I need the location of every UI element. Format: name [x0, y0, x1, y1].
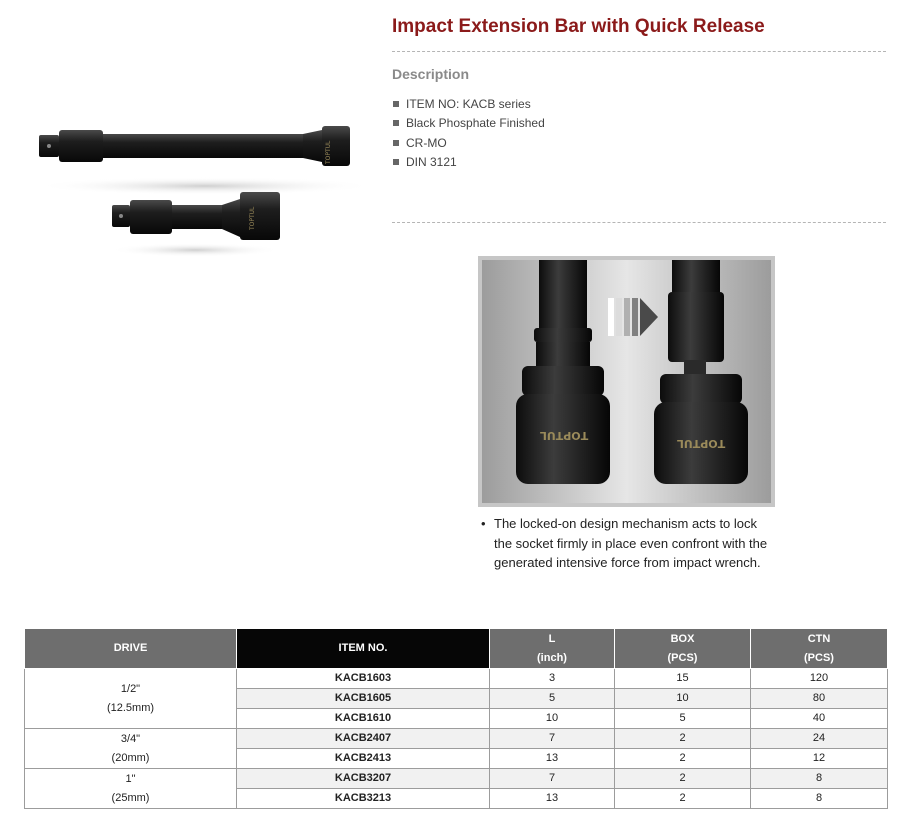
drive-cell: 3/4" (20mm) — [25, 729, 237, 769]
square-bullet-icon — [393, 159, 399, 165]
ctn-cell: 8 — [751, 769, 888, 789]
square-bullet-icon — [393, 101, 399, 107]
length-cell: 13 — [490, 789, 615, 809]
feature-caption: • The locked-on design mechanism acts to lock the socket firmly in place even confront with the generated intensive force from impact wrench. — [481, 516, 768, 570]
ctn-cell: 120 — [751, 669, 888, 689]
length-cell: 10 — [490, 709, 615, 729]
box-cell: 2 — [615, 789, 751, 809]
col-header-item-no: ITEM NO. — [237, 629, 490, 669]
ctn-cell: 12 — [751, 749, 888, 769]
box-cell: 2 — [615, 729, 751, 749]
long-extension-bar — [39, 126, 350, 166]
table-row — [25, 669, 888, 689]
drive-cell: 1/2" (12.5mm) — [25, 669, 237, 729]
square-bullet-icon — [393, 140, 399, 146]
length-cell: 5 — [490, 689, 615, 709]
col-header-ctn: CTN (PCS) — [751, 629, 888, 669]
ctn-cell: 24 — [751, 729, 888, 749]
svg-text:TOPTUL: TOPTUL — [325, 140, 332, 164]
col-header-box: BOX (PCS) — [615, 629, 751, 669]
length-cell: 13 — [490, 749, 615, 769]
box-cell: 2 — [615, 749, 751, 769]
length-cell: 7 — [490, 769, 615, 789]
description-list — [393, 94, 545, 172]
description-item: ITEM NO: KACB series — [393, 94, 545, 114]
ctn-cell: 40 — [751, 709, 888, 729]
svg-text:TOPTUL: TOPTUL — [249, 206, 256, 230]
table-header-row — [25, 629, 888, 669]
item-no-cell: KACB3207 — [237, 769, 490, 789]
quick-release-feature-image — [478, 256, 775, 507]
item-no-cell: KACB3213 — [237, 789, 490, 809]
bullet-icon: • — [481, 516, 486, 531]
table-row — [25, 769, 888, 789]
box-cell: 2 — [615, 769, 751, 789]
item-no-cell: KACB2413 — [237, 749, 490, 769]
svg-text:TOPTUL: TOPTUL — [676, 437, 726, 450]
spec-table — [24, 628, 888, 809]
product-photo — [30, 100, 370, 270]
short-extension-bar — [112, 192, 280, 240]
box-cell: 15 — [615, 669, 751, 689]
divider — [392, 222, 886, 223]
drive-cell: 1" (25mm) — [25, 769, 237, 809]
item-no-cell: KACB1603 — [237, 669, 490, 689]
ctn-cell: 80 — [751, 689, 888, 709]
item-no-cell: KACB2407 — [237, 729, 490, 749]
col-header-drive: DRIVE — [25, 629, 237, 669]
svg-text:TOPTUL: TOPTUL — [539, 429, 589, 442]
item-no-cell: KACB1605 — [237, 689, 490, 709]
col-header-length: L (inch) — [490, 629, 615, 669]
table-row — [25, 729, 888, 749]
box-cell: 10 — [615, 689, 751, 709]
length-cell: 3 — [490, 669, 615, 689]
length-cell: 7 — [490, 729, 615, 749]
item-no-cell: KACB1610 — [237, 709, 490, 729]
description-heading: Description — [392, 66, 470, 82]
description-item: CR-MO — [393, 133, 545, 153]
ctn-cell: 8 — [751, 789, 888, 809]
divider — [392, 51, 886, 52]
description-item: DIN 3121 — [393, 153, 545, 173]
product-title: Impact Extension Bar with Quick Release — [392, 16, 765, 37]
box-cell: 5 — [615, 709, 751, 729]
description-item: Black Phosphate Finished — [393, 114, 545, 134]
square-bullet-icon — [393, 120, 399, 126]
